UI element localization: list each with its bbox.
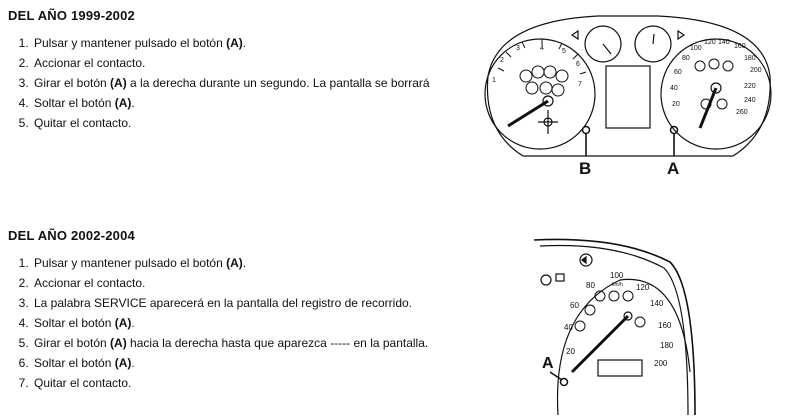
svg-text:120: 120 <box>636 283 650 292</box>
tachometer-dial <box>485 39 595 149</box>
svg-text:5: 5 <box>562 48 566 55</box>
svg-text:60: 60 <box>570 301 579 310</box>
svg-text:40: 40 <box>564 323 573 332</box>
list-item: 4. Soltar el botón (A). <box>32 313 470 333</box>
svg-text:180: 180 <box>744 55 756 62</box>
svg-text:160: 160 <box>658 321 672 330</box>
list-item: 1. Pulsar y mantener pulsado el botón (A). <box>32 253 470 273</box>
svg-text:4: 4 <box>540 45 544 52</box>
section-heading: DEL AÑO 1999-2002 <box>8 8 135 23</box>
speedo-needle <box>572 316 628 372</box>
list-item: 4. Soltar el botón (A). <box>32 93 470 113</box>
svg-text:220: 220 <box>744 83 756 90</box>
list-item: 6. Soltar el botón (A). <box>32 353 470 373</box>
section-1999-2002 <box>0 8 470 133</box>
svg-text:160: 160 <box>734 43 746 50</box>
svg-text:7: 7 <box>578 81 582 88</box>
svg-text:km/h: km/h <box>612 282 623 288</box>
svg-text:60: 60 <box>674 69 682 76</box>
svg-text:20: 20 <box>672 101 680 108</box>
instruction-list <box>0 253 470 393</box>
label-a: A <box>667 159 680 178</box>
odometer-display <box>598 360 642 376</box>
svg-text:2: 2 <box>500 57 504 64</box>
section-heading: DEL AÑO 2002-2004 <box>8 228 135 243</box>
svg-text:240: 240 <box>744 97 756 104</box>
svg-text:100: 100 <box>610 271 624 280</box>
svg-text:80: 80 <box>682 55 690 62</box>
svg-text:80: 80 <box>586 281 595 290</box>
svg-text:200: 200 <box>654 359 668 368</box>
center-display <box>606 66 650 128</box>
list-item: 5. Quitar el contacto. <box>32 113 470 133</box>
button-b <box>583 127 590 134</box>
list-item: 2. Accionar el contacto. <box>32 53 470 73</box>
instrument-cluster-1999-2002-figure <box>478 6 778 182</box>
svg-text:260: 260 <box>736 109 748 116</box>
svg-text:20: 20 <box>566 347 575 356</box>
label-a: A <box>542 355 554 372</box>
warning-lamps <box>520 66 568 96</box>
list-item: 1. Pulsar y mantener pulsado el botón (A). <box>32 33 470 53</box>
svg-text:40: 40 <box>670 85 678 92</box>
list-item: 3. Girar el botón (A) a la derecha durante un segundo. La pantalla se borrará <box>32 73 470 93</box>
svg-text:120: 120 <box>704 39 716 46</box>
svg-text:1: 1 <box>492 77 496 84</box>
list-item: 7. Quitar el contacto. <box>32 373 470 393</box>
cluster-housing <box>487 16 770 156</box>
instruction-list <box>0 33 470 133</box>
svg-text:100: 100 <box>690 45 702 52</box>
label-b: B <box>579 159 592 178</box>
list-item: 2. Accionar el contacto. <box>32 273 470 293</box>
svg-text:180: 180 <box>660 341 674 350</box>
svg-text:140: 140 <box>718 39 730 46</box>
svg-text:200: 200 <box>750 67 762 74</box>
instrument-cluster-2002-2004-figure <box>530 232 700 415</box>
section-2002-2004 <box>0 228 470 393</box>
list-item: 3. La palabra SERVICE aparecerá en la pantalla del registro de recorrido. <box>32 293 470 313</box>
svg-text:140: 140 <box>650 299 664 308</box>
svg-text:3: 3 <box>516 45 520 52</box>
svg-text:6: 6 <box>576 61 580 68</box>
list-item: 5. Girar el botón (A) hacia la derecha hasta que aparezca ----- en la pantalla. <box>32 333 470 353</box>
